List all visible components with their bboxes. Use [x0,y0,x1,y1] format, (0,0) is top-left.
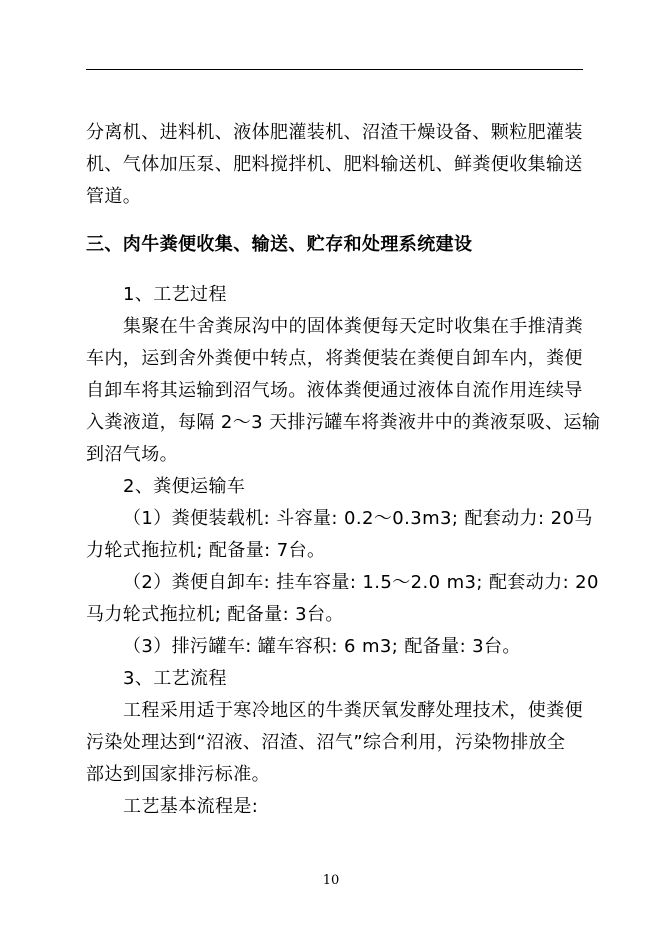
paragraph-line: 车内，运到舍外粪便中转点，将粪便装在粪便自卸车内，粪便 [86,348,583,369]
list-item: （1）粪便装载机: 斗容量: 0.2～0.3m3; 配套动力: 20马 [123,508,593,529]
paragraph-line: 工程采用适于寒冷地区的牛粪厌氧发酵处理技术，使粪便 [123,700,583,721]
paragraph-line: 到沼气场。 [86,444,178,465]
paragraph-line: 机、气体加压泵、肥料搅拌机、肥料输送机、鲜粪便收集输送 [86,154,583,175]
page-number: 10 [322,873,340,888]
paragraph-line: 管道。 [86,186,142,207]
list-item-continuation: 力轮式拖拉机; 配备量: 7台。 [86,540,326,561]
paragraph-line: 入粪液道，每隔 2～3 天排污罐车将粪液井中的粪液泵吸、运输 [86,412,601,433]
list-item: （3）排污罐车: 罐车容积: 6 m3; 配备量: 3台。 [123,636,521,657]
list-item: （2）粪便自卸车: 挂车容量: 1.5～2.0 m3; 配套动力: 20 [123,572,599,593]
paragraph-line: 集聚在牛舍粪尿沟中的固体粪便每天定时收集在手推清粪 [123,316,583,337]
paragraph-line: 污染处理达到“沼液、沼渣、沼气”综合利用，污染物排放全 [86,732,566,753]
subsection-heading: 1、工艺过程 [123,284,227,305]
section-heading: 三、肉牛粪便收集、输送、贮存和处理系统建设 [86,234,473,255]
paragraph-line: 部达到国家排污标准。 [86,764,270,785]
header-rule [86,69,583,70]
paragraph-line: 自卸车将其运输到沼气场。液体粪便通过液体自流作用连续导 [86,380,583,401]
paragraph-line: 分离机、进料机、液体肥灌装机、沼渣干燥设备、颗粒肥灌装 [86,122,583,143]
subsection-heading: 3、工艺流程 [123,668,227,689]
list-item-continuation: 马力轮式拖拉机; 配备量: 3台。 [86,604,344,625]
paragraph-line: 工艺基本流程是: [123,796,259,817]
subsection-heading: 2、粪便运输车 [123,476,246,497]
